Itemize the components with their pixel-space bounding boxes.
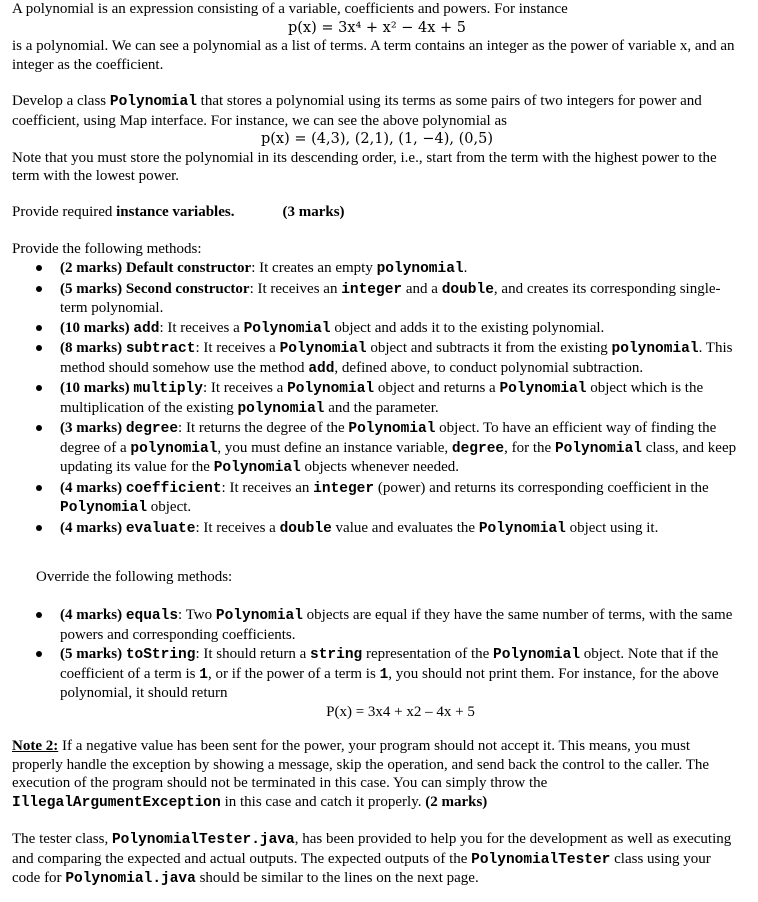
tostring-example: P(x) = 3x4 + x2 – 4x + 5 [326, 703, 475, 720]
note2-label: Note 2: [12, 738, 59, 754]
method-multiply: (10 marks) multiply: It receives a Polynomial object and returns a Polynomial object which is the multiplication of the existing polynomial and the parameter. [36, 379, 741, 418]
override-equals: (4 marks) equals: Two Polynomial objects are equal if they have the same number of terms, with the same powers and corresponding coefficients. [36, 606, 741, 644]
override-heading: Override the following methods: [36, 569, 233, 585]
method-second-constructor: (5 marks) Second constructor: It receives an integer and a double, and creates its corresponding single-term polynomial. [36, 280, 741, 318]
develop-note: Note that you must store the polynomial in its descending order, i.e., start from the term with the highest power to the term with the lowest power. [12, 149, 717, 184]
method-coefficient: (4 marks) coefficient: It receives an integer (power) and returns its corresponding coefficient in the Polynomial object. [36, 479, 741, 518]
method-subtract: (8 marks) subtract: It receives a Polynomial object and subtracts it from the existing polynomial. This method should somehow use the method add, defined above, to conduct polynomial subtraction. [36, 339, 741, 378]
tester-paragraph: The tester class, PolynomialTester.java, has been provided to help you for the development as well as executing and comparing the expected and actual outputs. The expected outputs of the PolynomialTester class using your code for Polynomial.java should be similar to the lines on the next page. [12, 831, 732, 887]
intro-formula: p(x) = 3x⁴ + x² − 4x + 5 [287, 19, 467, 36]
develop-section [12, 92, 742, 186]
override-list [36, 606, 741, 722]
instance-vars-line: Provide required instance variables. (3 marks) [12, 204, 345, 220]
note2-paragraph: Note 2: If a negative value has been sent for the power, your program should not accept it. This means, you must properly handle the exception by showing a message, skip the operation, and send back the control to the caller. The execution of the program should not be terminated in this case. You can simply throw the IllegalArgumentException in this case and catch it properly. (2 marks) [12, 738, 710, 811]
method-degree: (3 marks) degree: It returns the degree of the Polynomial object. To have an efficient way of finding the degree of a polynomial, you must define an instance variable, degree, for the Polynomial class, and keep updating its value for the Polynomial objects whenever needed. [36, 419, 741, 478]
intro-line2: is a polynomial. We can see a polynomial as a list of terms. A term contains an integer as the power of variable x, and an integer as the coefficient. [12, 38, 735, 73]
method-evaluate: (4 marks) evaluate: It receives a double value and evaluates the Polynomial object using it. [36, 519, 741, 539]
method-add: (10 marks) add: It receives a Polynomial object and adds it to the existing polynomial. [36, 319, 741, 339]
methods-list [36, 259, 741, 539]
develop-formula: p(x) = (4,3), (2,1), (1, −4), (0,5) [260, 131, 494, 147]
intro-section [12, 0, 742, 74]
method-default-constructor: (2 marks) Default constructor: It creates an empty polynomial. [36, 259, 741, 279]
methods-heading: Provide the following methods: [12, 241, 202, 257]
intro-line1: A polynomial is an expression consisting of a variable, coefficients and powers. For instance [12, 1, 568, 17]
override-tostring: (5 marks) toString: It should return a string representation of the Polynomial object. Note that if the coefficient of a term is 1, or if the power of a term is 1, you should not print them. For instance, for the above polynomial, it should return P(x) = 3x4 + x2 – 4x + 5 [36, 645, 741, 721]
develop-paragraph: Develop a class Polynomial that stores a polynomial using its terms as some pairs of two integers for power and coefficient, using Map interface. For instance, we can see the above polynomial as [12, 93, 702, 129]
